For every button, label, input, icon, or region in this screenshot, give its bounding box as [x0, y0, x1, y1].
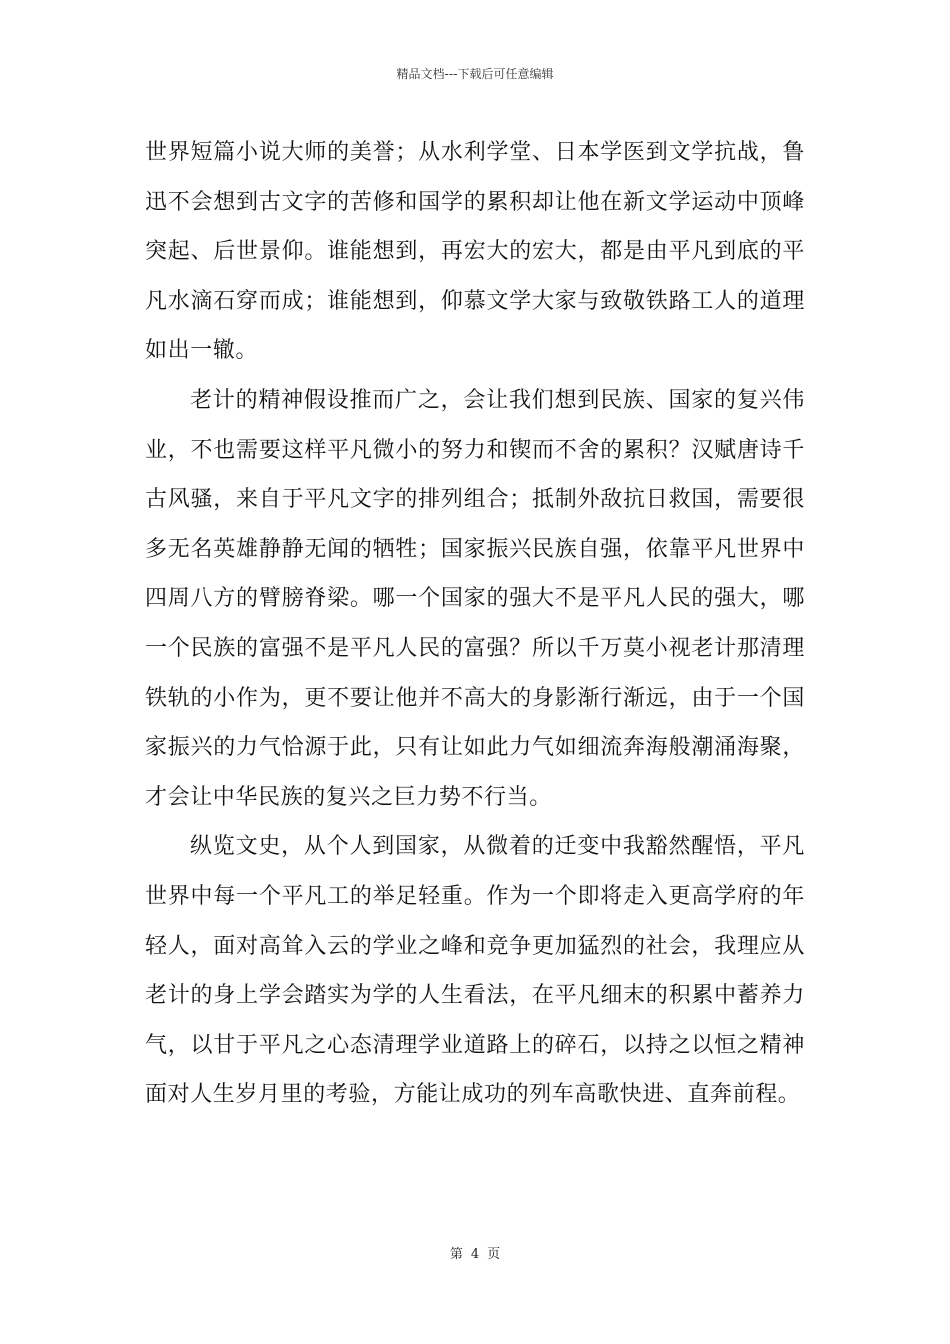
paragraph-3: 纵览文史，从个人到国家，从微着的迁变中我豁然醒悟，平凡世界中每一个平凡工的举足轻重。作为一个即将走入更高学府的年轻人，面对高耸入云的学业之峰和竞争更加猛烈的社会，我理应从老计的身上学会踏实为学的人生看法，在平凡细末的积累中蓄养力气，以甘于平凡之心态清理学业道路上的碎石，以持之以恒之精神面对人生岁月里的考验，方能让成功的列车高歌快进、直奔前程。 — [145, 834, 805, 1108]
document-body — [145, 128, 805, 1120]
paragraph-2: 老计的精神假设推而广之，会让我们想到民族、国家的复兴伟业，不也需要这样平凡微小的努力和锲而不舍的累积？汉赋唐诗千古风骚，来自于平凡文字的排列组合；抵制外敌抗日救国，需要很多无名英雄静静无闻的牺牲；国家振兴民族自强，依靠平凡世界中四周八方的臂膀脊梁。哪一个国家的强大不是平凡人民的强大，哪一个民族的富强不是平凡人民的富强？所以千万莫小视老计那清理铁轨的小作为，更不要让他并不高大的身影渐行渐远，由于一个国家振兴的力气恰源于此，只有让如此力气如细流奔海般潮涌海聚，才会让中华民族的复兴之巨力势不行当。 — [145, 387, 805, 810]
page-number: 4 — [470, 1247, 480, 1262]
page-footer — [0, 1247, 950, 1263]
page-label-suffix: 页 — [487, 1247, 501, 1262]
paragraph-1: 世界短篇小说大师的美誉；从水利学堂、日本学医到文学抗战，鲁迅不会想到古文字的苦修和国学的累积却让他在新文学运动中顶峰突起、后世景仰。谁能想到，再宏大的宏大，都是由平凡到底的平凡水滴石穿而成；谁能想到，仰慕文学大家与致敬铁路工人的道理如出一辙。 — [145, 140, 805, 364]
page-label-prefix: 第 — [449, 1247, 463, 1262]
page-header: 精品文档---下载后可任意编辑 — [396, 67, 554, 81]
